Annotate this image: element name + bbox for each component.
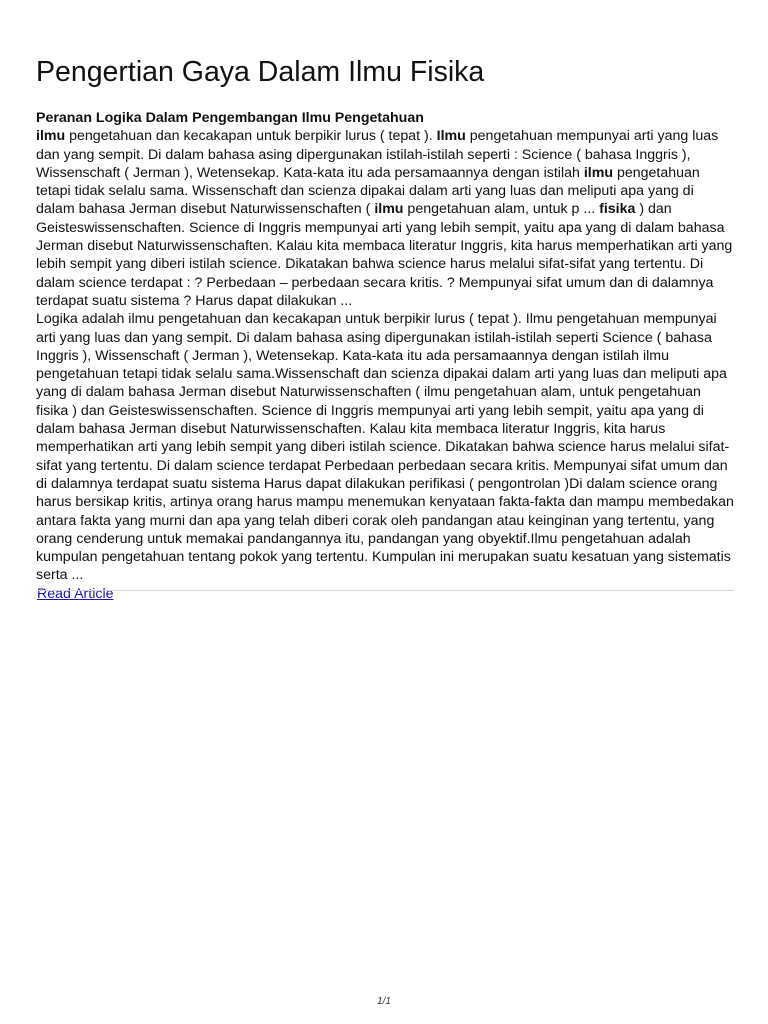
snippet-text: pengetahuan tetapi tidak selalu sama. Wissenschaft dan scienza dipakai dalam arti yang luas dan meliputi apa yang di dalam bahasa Jerman disebut Naturwissenschaften ( <box>36 164 700 218</box>
highlighted-keyword: fisika <box>599 201 636 218</box>
article-block <box>36 109 736 603</box>
page-title: Pengertian Gaya Dalam Ilmu Fisika <box>36 56 485 88</box>
snippet-text: pengetahuan mempunyai arti yang luas dan yang sempit. Di dalam bahasa asing dipergunakan istilah-istilah seperti : Science ( bahasa Inggris ), Wissenschaft ( Jerman ), Wetensekap. Kata-kata itu ada persamaannya dengan istilah <box>36 128 719 181</box>
article-snippet <box>36 127 736 310</box>
snippet-text: pengetahuan dan kecakapan untuk berpikir lurus ( tepat ). <box>65 128 437 145</box>
highlighted-keyword: ilmu <box>36 128 66 145</box>
snippet-text: pengetahuan alam, untuk p ... <box>403 201 600 218</box>
read-article-link[interactable]: Read Article <box>37 585 114 602</box>
highlighted-keyword: ilmu <box>583 164 613 181</box>
highlighted-keyword: ilmu <box>374 201 404 218</box>
highlighted-keyword: Ilmu <box>436 128 466 145</box>
divider <box>36 590 734 591</box>
snippet-text: ) dan Geisteswissenschaften. Science di Inggris mempunyai arti yang lebih sempit, yaitu apa yang di dalam bahasa Jerman disebut Naturwissenschaften. Kalau kita membaca literatur Inggris, kita harus memperhatikan arti yang lebih sempit yang diberi istilah science. Dikatakan bahwa science harus melalui sifat-sifat yang tertentu. Di dalam science terdapat : ? Perbedaan – perbedaan secara kritis. ? Mempunyai sifat umum dan di dalamnya terdapat suatu sistema ? Harus dapat dilakukan ... <box>36 201 733 309</box>
article-body: Logika adalah ilmu pengetahuan dan kecakapan untuk berpikir lurus ( tepat ). Ilmu pengetahuan mempunyai arti yang luas dan yang sempit. Di dalam bahasa asing dipergunakan istilah-istilah seperti Science ( bahasa Inggris ), Wissenschaft ( Jerman ), Wetensekap. Kata-kata itu ada persamaannya dengan istilah ilmu pengetahuan tetapi tidak selalu sama.Wissenschaft dan scienza dipakai dalam arti yang luas dan meliputi apa yang di dalam bahasa Jerman disebut Naturwissenschaften ( ilmu pengetahuan alam, untuk pengetahuan fisika ) dan Geisteswissenschaften. Science di Inggris mempunyai arti yang lebih sempit, yaitu apa yang di dalam bahasa Jerman disebut Naturwissenschaften. Kalau kita membaca literatur Inggris, kita harus memperhatikan arti yang lebih sempit yang diberi istilah science. Dikatakan bahwa science harus melalui sifat-sifat yang tertentu. Di dalam science terdapat Perbedaan perbedaan secara kritis. Mempunyai sifat umum dan di dalamnya terdapat suatu sistema Harus dapat dilakukan perifikasi ( pengontrolan )Di dalam science orang harus bersikap kritis, artinya orang harus mampu menemukan kenyataan fakta-fakta dan mampu membedakan antara fakta yang murni dan apa yang telah diberi corak oleh pandangan atau keinginan yang tertentu, yang orang cenderung untuk memakai pandangannya itu, pandangan yang obyektif.Ilmu pengetahuan adalah kumpulan pengetahuan tentang pokok yang tertentu. Kumpulan ini merupakan suatu kesatuan yang sistematis serta ... <box>36 311 734 584</box>
article-heading: Peranan Logika Dalam Pengembangan Ilmu Pengetahuan <box>36 110 424 126</box>
page-number: 1/1 <box>377 996 391 1007</box>
